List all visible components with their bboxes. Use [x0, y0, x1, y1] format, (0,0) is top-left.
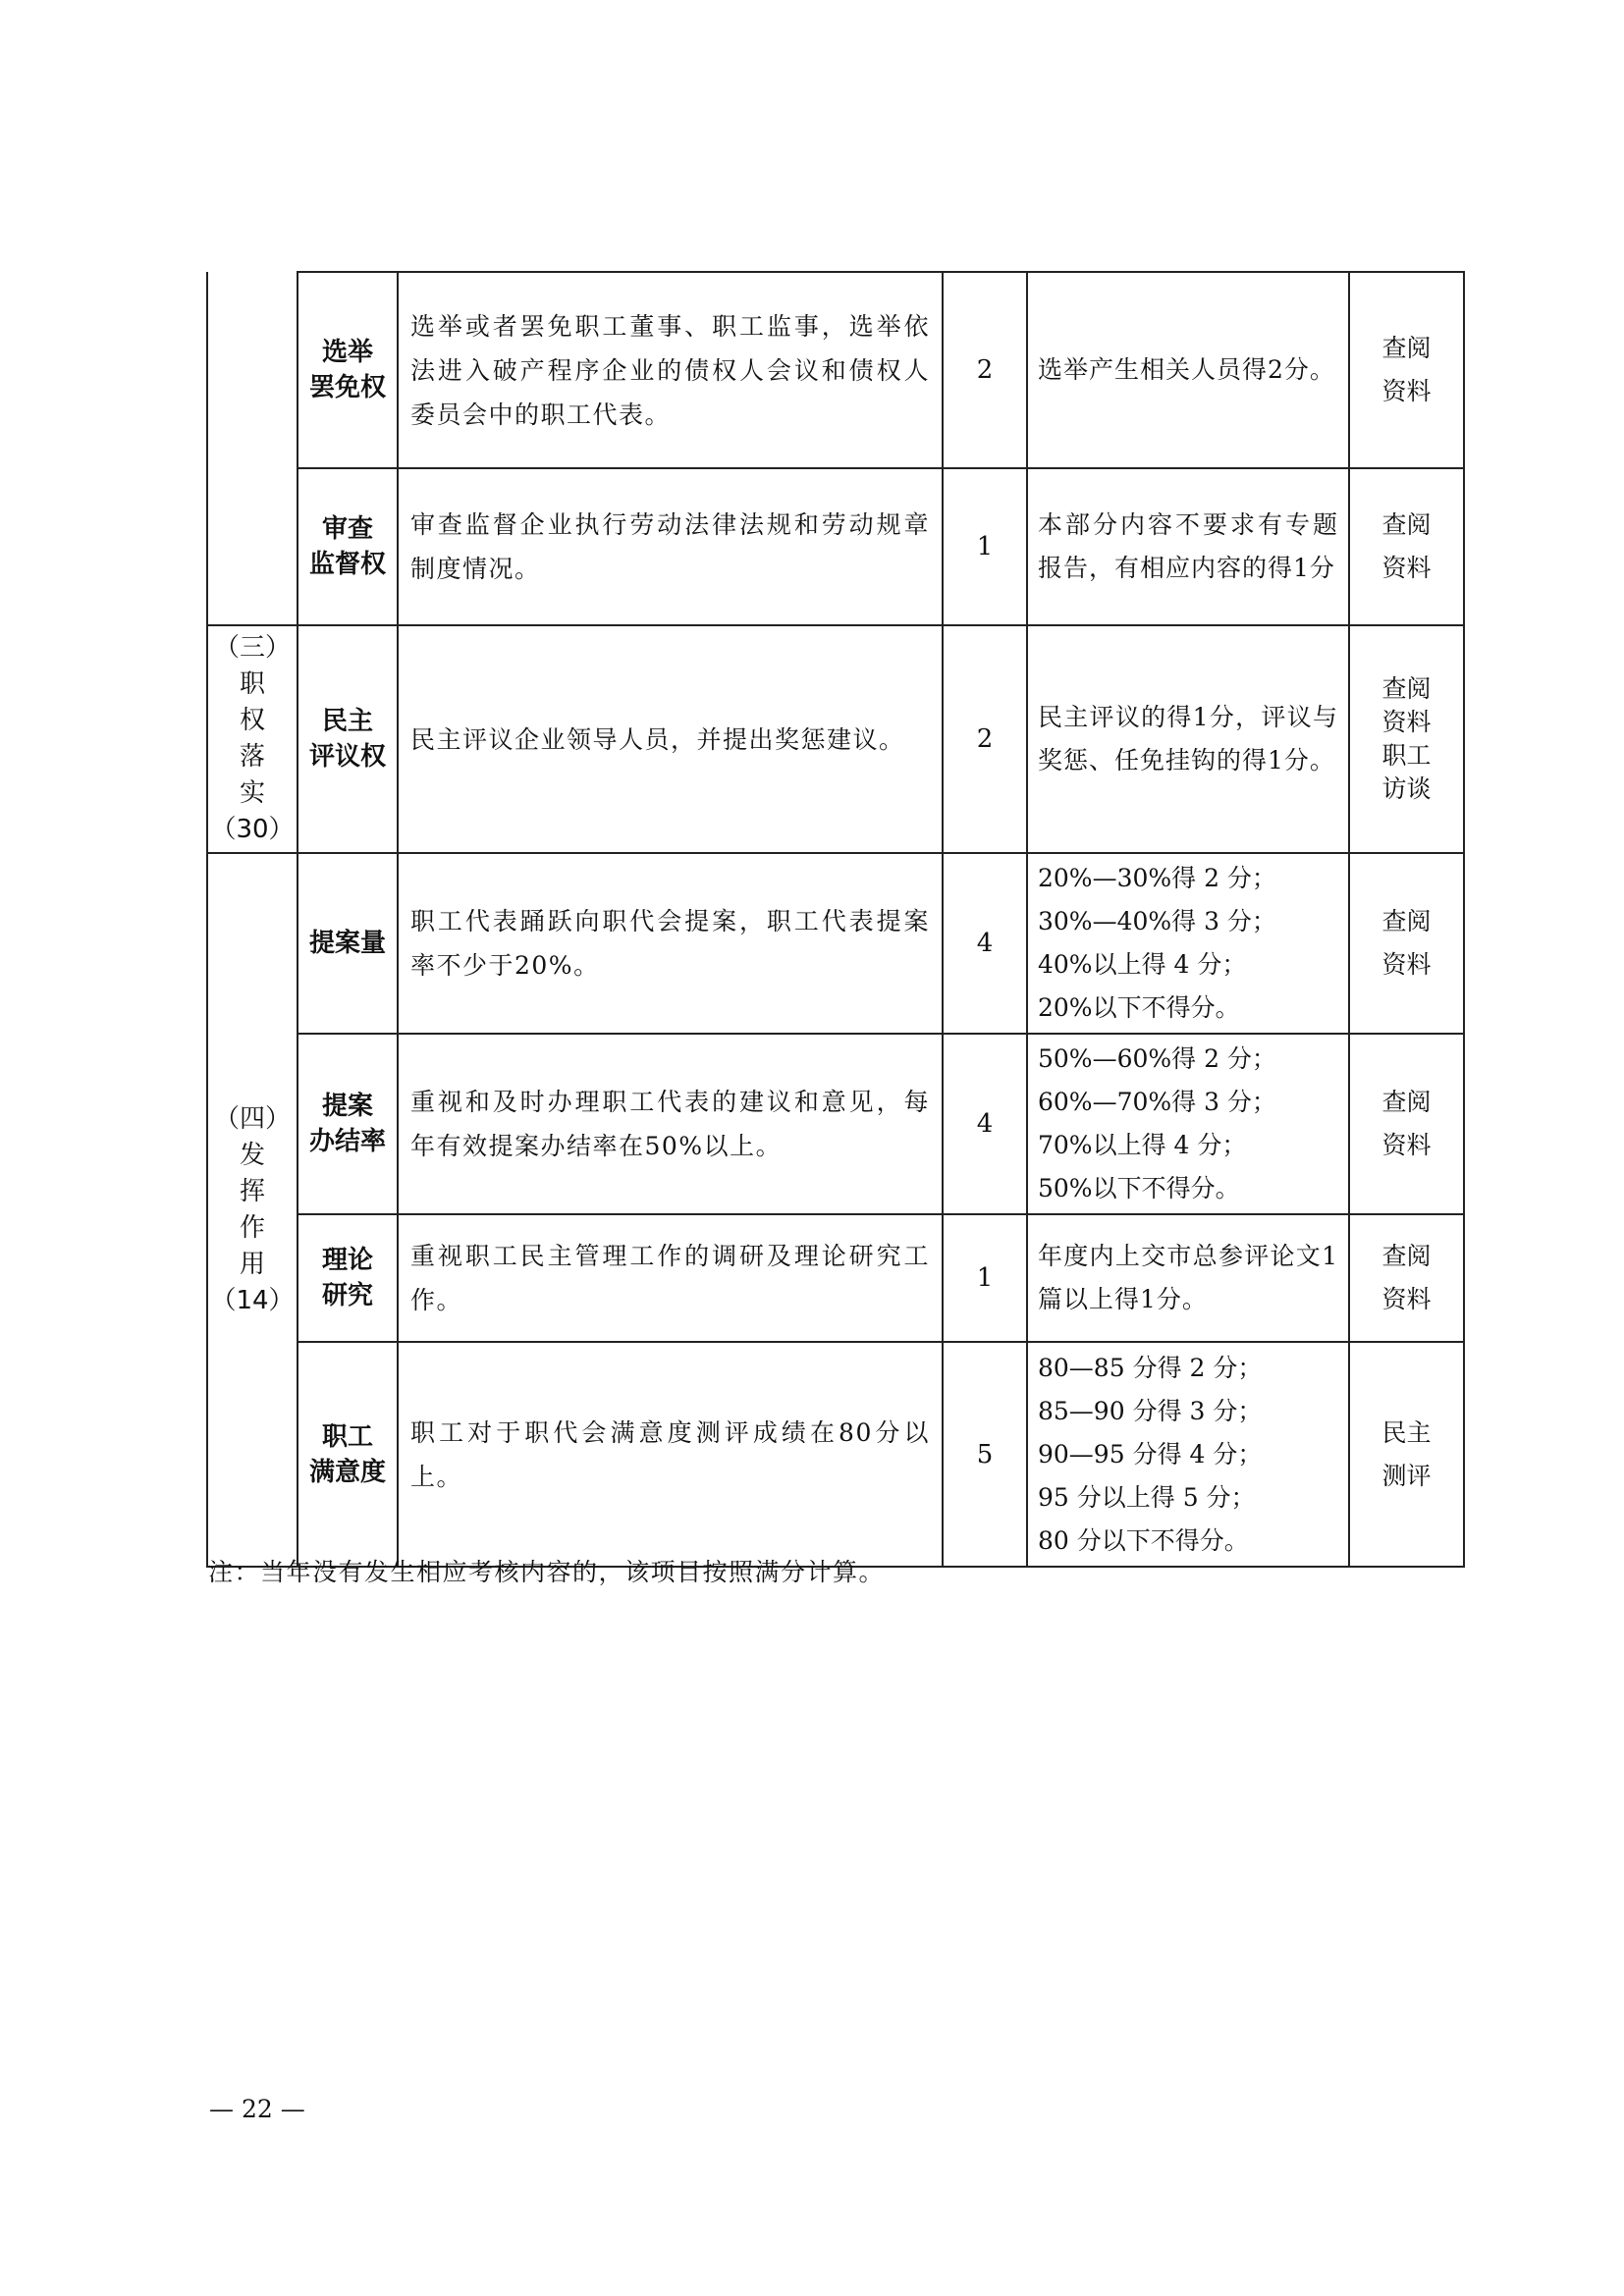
- section-cell: （三） 职 权 落 实 （30）: [207, 625, 298, 853]
- method-cell: 查阅 资料: [1349, 272, 1464, 468]
- assessment-table: [206, 271, 1465, 1568]
- table-row: [207, 853, 1464, 1034]
- table-row: [207, 625, 1464, 853]
- rule-cell: 年度内上交市总参评论文1篇以上得1分。: [1027, 1214, 1349, 1342]
- table-row: [207, 1342, 1464, 1567]
- content-cell: 选举或者罢免职工董事、职工监事，选举依法进入破产程序企业的债权人会议和债权人委员会中的职工代表。: [398, 272, 943, 468]
- rule-cell: 50%—60%得 2 分； 60%—70%得 3 分； 70%以上得 4 分； 50%以下不得分。: [1027, 1034, 1349, 1214]
- rule-cell: 民主评议的得1分，评议与奖惩、任免挂钩的得1分。: [1027, 625, 1349, 853]
- rule-cell: 选举产生相关人员得2分。: [1027, 272, 1349, 468]
- item-cell: 民主 评议权: [298, 625, 398, 853]
- table-row: [207, 1034, 1464, 1214]
- item-cell: 提案量: [298, 853, 398, 1034]
- item-cell: 提案 办结率: [298, 1034, 398, 1214]
- method-cell: 查阅 资料: [1349, 853, 1464, 1034]
- section-cell-continued: [207, 272, 298, 625]
- section-cell: （四） 发 挥 作 用 （14）: [207, 853, 298, 1567]
- content-cell: 职工对于职代会满意度测评成绩在80分以上。: [398, 1342, 943, 1567]
- points-cell: 1: [943, 1214, 1027, 1342]
- table-row: [207, 272, 1464, 468]
- content-cell: 审查监督企业执行劳动法律法规和劳动规章制度情况。: [398, 468, 943, 625]
- points-cell: 1: [943, 468, 1027, 625]
- points-cell: 2: [943, 272, 1027, 468]
- method-cell: 查阅 资料: [1349, 468, 1464, 625]
- method-cell: 查阅 资料: [1349, 1034, 1464, 1214]
- item-cell: 职工 满意度: [298, 1342, 398, 1567]
- points-cell: 4: [943, 853, 1027, 1034]
- rule-cell: 80—85 分得 2 分； 85—90 分得 3 分； 90—95 分得 4 分； 95 分以上得 5 分； 80 分以下不得分。: [1027, 1342, 1349, 1567]
- points-cell: 4: [943, 1034, 1027, 1214]
- content-cell: 重视职工民主管理工作的调研及理论研究工作。: [398, 1214, 943, 1342]
- method-cell: 查阅 资料: [1349, 1214, 1464, 1342]
- method-cell: 查阅 资料 职工 访谈: [1349, 625, 1464, 853]
- points-cell: 5: [943, 1342, 1027, 1567]
- item-cell: 审查 监督权: [298, 468, 398, 625]
- table-footnote: 注：当年没有发生相应考核内容的，该项目按照满分计算。: [208, 1558, 886, 1586]
- rule-cell: 20%—30%得 2 分； 30%—40%得 3 分； 40%以上得 4 分； 20%以下不得分。: [1027, 853, 1349, 1034]
- table-row: [207, 1214, 1464, 1342]
- content-cell: 民主评议企业领导人员，并提出奖惩建议。: [398, 625, 943, 853]
- content-cell: 职工代表踊跃向职代会提案，职工代表提案率不少于20%。: [398, 853, 943, 1034]
- method-cell: 民主 测评: [1349, 1342, 1464, 1567]
- points-cell: 2: [943, 625, 1027, 853]
- rule-cell: 本部分内容不要求有专题报告，有相应内容的得1分: [1027, 468, 1349, 625]
- item-cell: 理论 研究: [298, 1214, 398, 1342]
- item-cell: 选举 罢免权: [298, 272, 398, 468]
- table-row: [207, 468, 1464, 625]
- page-number: — 22 —: [209, 2095, 305, 2123]
- content-cell: 重视和及时办理职工代表的建议和意见，每年有效提案办结率在50%以上。: [398, 1034, 943, 1214]
